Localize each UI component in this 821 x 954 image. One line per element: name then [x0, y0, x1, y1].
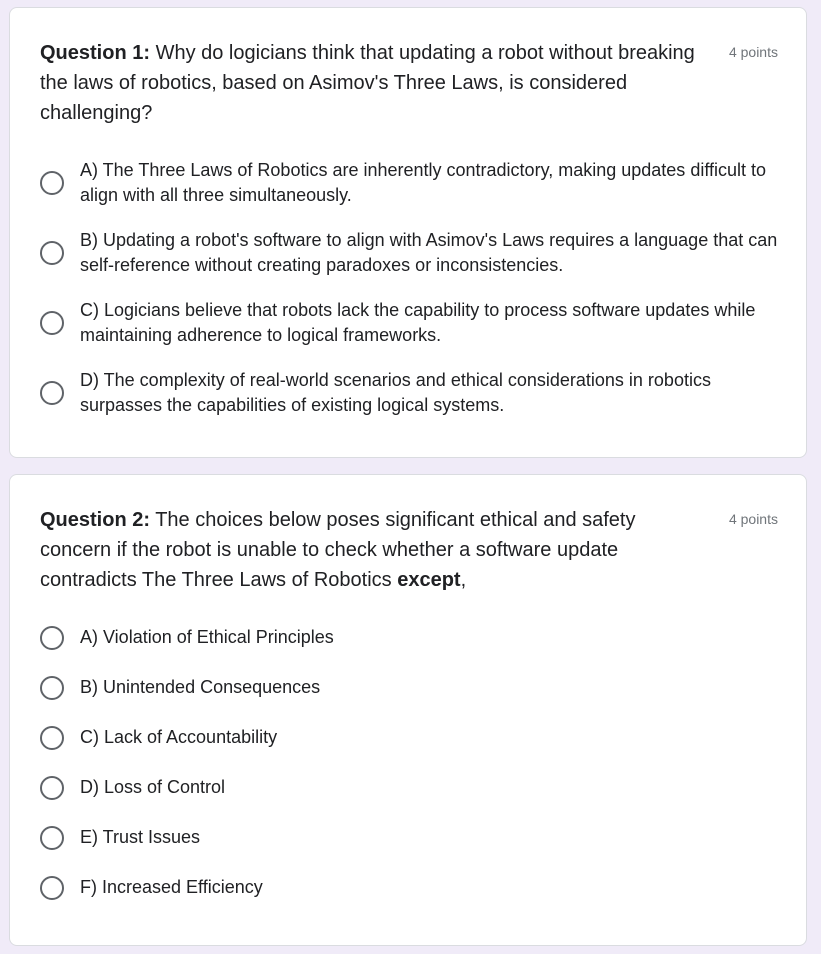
question-card-2 [9, 474, 807, 946]
radio-button-icon[interactable] [40, 826, 64, 850]
radio-button-icon[interactable] [40, 776, 64, 800]
radio-button-icon[interactable] [40, 171, 64, 195]
option-label: F) Increased Efficiency [80, 877, 263, 897]
option-a[interactable] [40, 625, 780, 650]
radio-button-icon[interactable] [40, 726, 64, 750]
radio-button-icon[interactable] [40, 241, 64, 265]
radio-button-icon[interactable] [40, 626, 64, 650]
radio-button-icon[interactable] [40, 876, 64, 900]
option-label: B) Updating a robot's software to align with Asimov's Laws requires a language that can self-reference without creating paradoxes or inconsistencies. [80, 230, 778, 275]
option-d[interactable] [40, 368, 780, 418]
option-label: B) Unintended Consequences [80, 677, 321, 697]
question-card-1 [9, 7, 807, 458]
option-label: A) The Three Laws of Robotics are inherently contradictory, making updates difficult to align with all three simultaneously. [80, 160, 767, 205]
option-f[interactable] [40, 875, 780, 900]
question-number: Question 1: [40, 42, 151, 64]
question-text [40, 505, 700, 595]
radio-button-icon[interactable] [40, 676, 64, 700]
question-body: Why do logicians think that updating a robot without breaking the laws of robotics, based on Asimov's Three Laws, is considered challenging? [40, 42, 695, 124]
option-c[interactable] [40, 725, 780, 750]
question-header [40, 38, 778, 128]
question-suffix: , [460, 569, 467, 591]
option-label: E) Trust Issues [80, 827, 201, 847]
option-a[interactable] [40, 158, 780, 208]
question-body: The choices below poses significant ethical and safety concern if the robot is unable to check whether a software update contradicts The Three Laws of Robotics [40, 509, 636, 591]
option-label: D) The complexity of real-world scenarios and ethical considerations in robotics surpasses the capabilities of existing logical systems. [80, 370, 711, 415]
option-label: C) Lack of Accountability [80, 727, 278, 747]
option-e[interactable] [40, 825, 780, 850]
question-number: Question 2: [40, 509, 151, 531]
points-label: 4 points [728, 511, 778, 527]
option-label: D) Loss of Control [80, 777, 226, 797]
option-d[interactable] [40, 775, 780, 800]
option-b[interactable] [40, 228, 780, 278]
option-label: C) Logicians believe that robots lack the capability to process software updates while maintaining adherence to logical frameworks. [80, 300, 756, 345]
radio-button-icon[interactable] [40, 381, 64, 405]
points-label: 4 points [728, 44, 778, 60]
option-b[interactable] [40, 675, 780, 700]
option-label: A) Violation of Ethical Principles [80, 627, 334, 647]
question-text [40, 38, 700, 128]
radio-button-icon[interactable] [40, 311, 64, 335]
question-emphasis: except [397, 569, 461, 591]
option-c[interactable] [40, 298, 780, 348]
question-header [40, 505, 778, 595]
